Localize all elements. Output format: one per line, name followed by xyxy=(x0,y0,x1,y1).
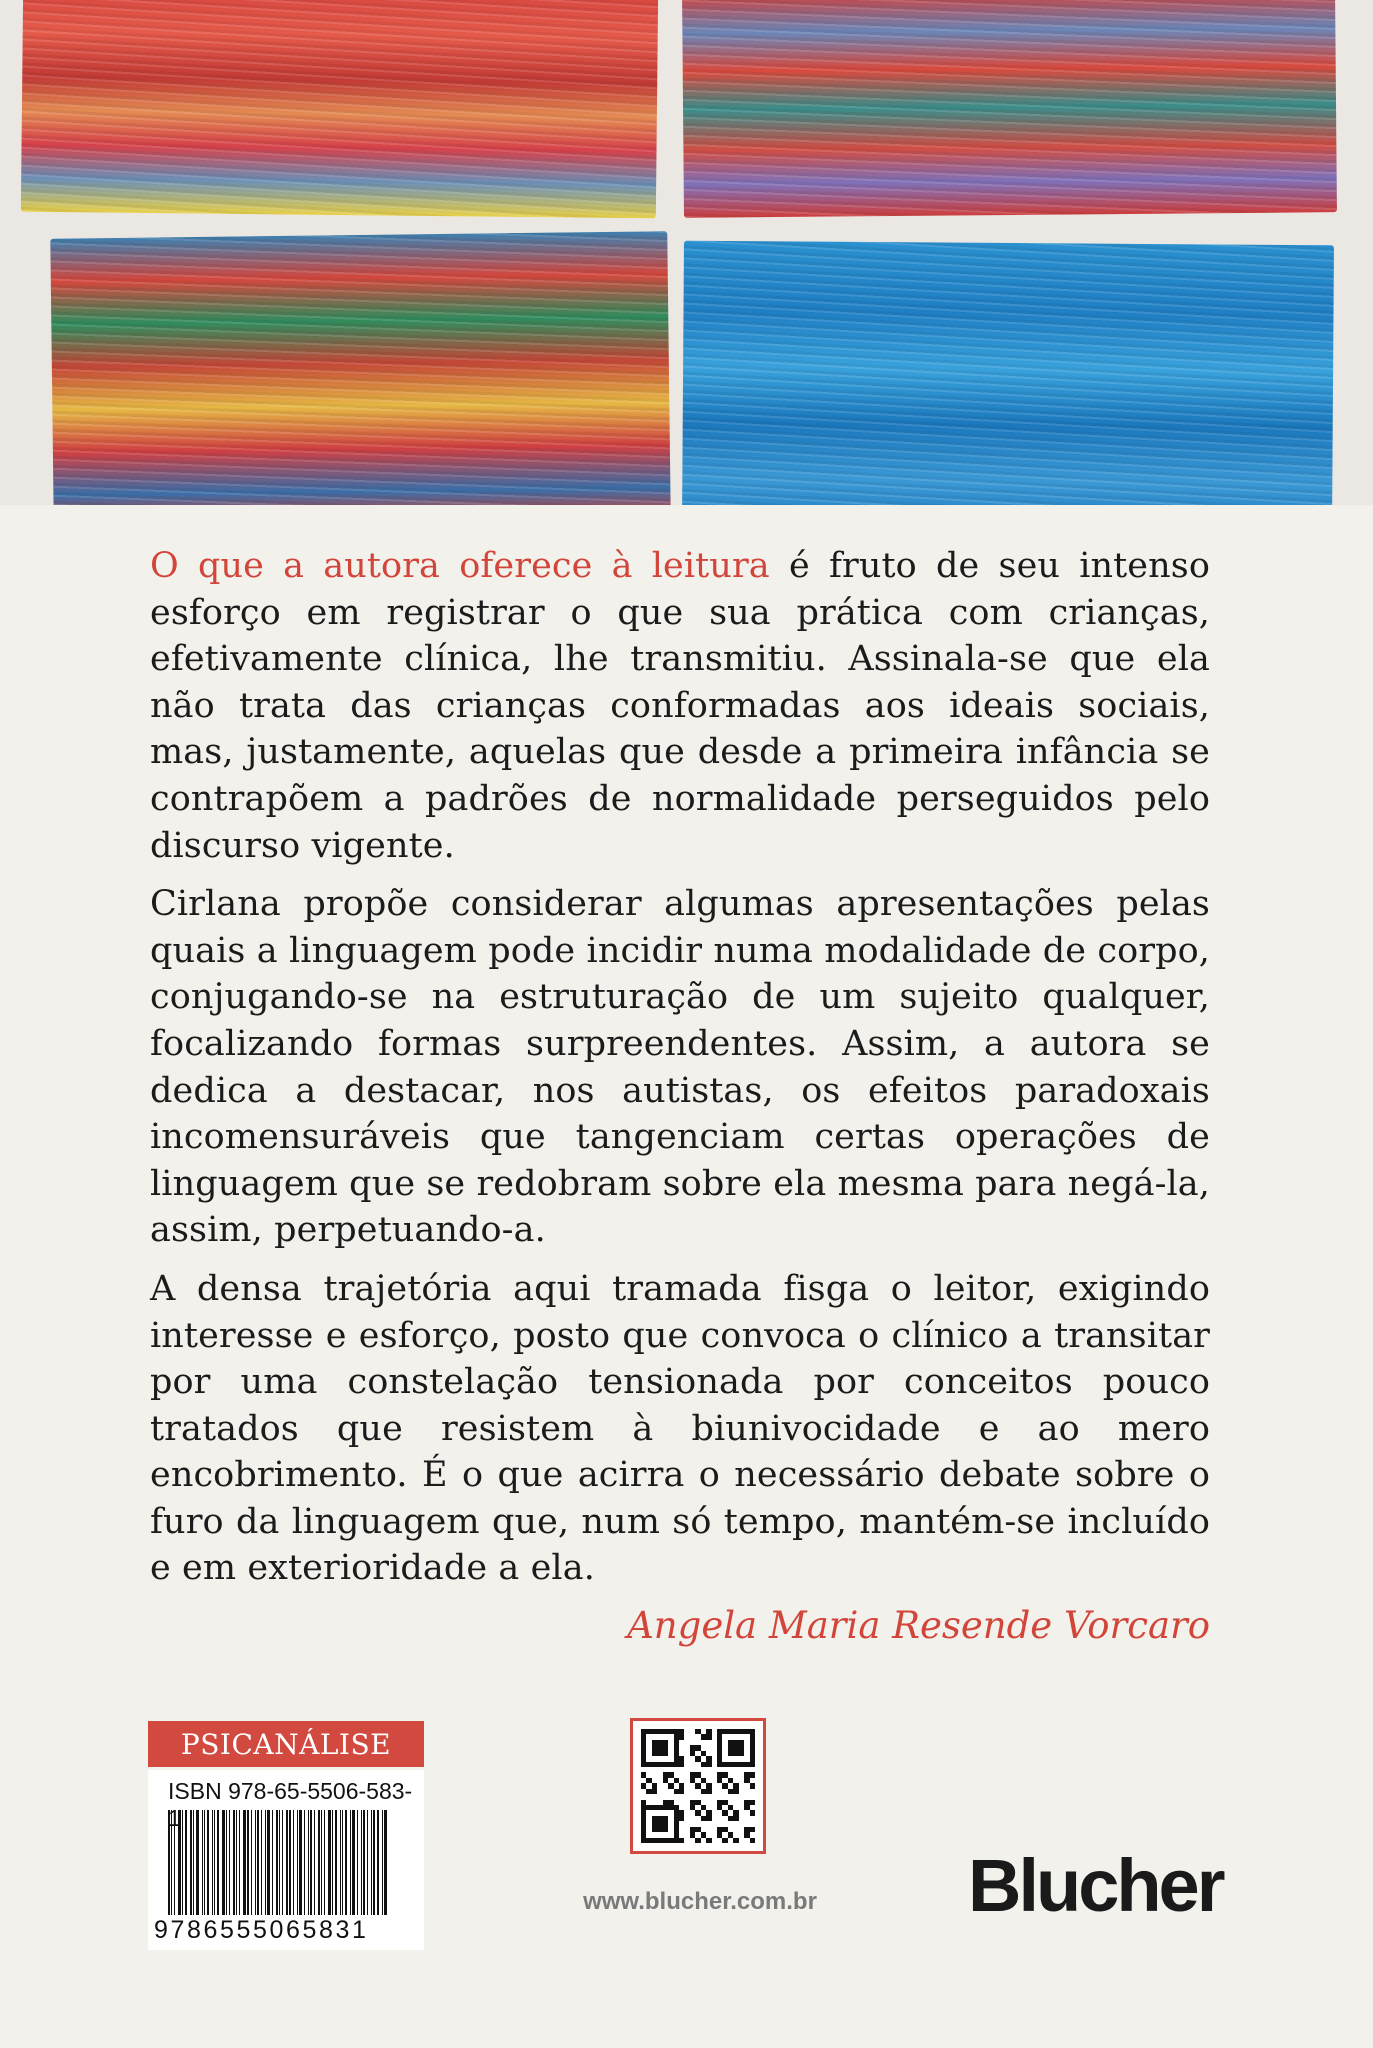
barcode-bar xyxy=(272,1810,273,1915)
barcode-bar xyxy=(308,1810,309,1915)
blurb-paragraph-2: Cirlana propõe considerar algumas apresentações pelas quais a linguagem pode incidir numa modalidade de corpo, conjugando-se na estruturação de um sujeito qualquer, focalizando formas surpreendentes. Assim, a autora se dedica a destacar, nos autistas, os efeitos paradoxais incomensuráveis que tangenciam certas operações de linguagem que se redobram sobre ela mesma para negá-la, assim, perpetuando-a. xyxy=(150,884,1210,1251)
barcode-bar xyxy=(340,1810,341,1915)
barcode-bars xyxy=(168,1810,412,1915)
barcode-bar xyxy=(261,1810,262,1915)
barcode-bar xyxy=(304,1810,305,1915)
isbn-barcode xyxy=(148,1770,424,1950)
barcode-bar xyxy=(384,1810,387,1915)
publisher-url[interactable]: www.blucher.com.br xyxy=(583,1888,817,1915)
barcode-bar xyxy=(279,1810,280,1915)
barcode-bar xyxy=(361,1810,362,1915)
blurb-paragraph-3: A densa trajetória aqui tramada fisga o leitor, exigindo interesse e esforço, posto que convoca o clínico a transitar por uma constelação tensionada por conceitos pouco tratados que resistem à biunivocidade e ao mero encobrimento. É o que acirra o necessário debate sobre o furo da linguagem que, num só tempo, mantém-se incluído e em exterioridade a ela. xyxy=(150,1268,1210,1589)
author-signature: Angela Maria Resende Vorcaro xyxy=(627,1604,1210,1647)
qr-code-pattern xyxy=(641,1729,755,1843)
crayon-panel-blue xyxy=(682,241,1334,505)
blurb-paragraph-1-text: é fruto de seu intenso esforço em registrar o que sua prática com crianças, efetivamente clínica, lhe transmitiu. Assinala-se que ela não trata das crianças conformadas aos ideais sociais, mas, justamente, aquelas que desde a primeira infância se contrapõem a padrões de normalidade perseguidos pelo discurso vigente. xyxy=(150,546,1210,866)
barcode-bar xyxy=(229,1810,230,1915)
barcode-bar xyxy=(286,1810,288,1915)
barcode-bar xyxy=(357,1810,358,1915)
barcode-bar xyxy=(226,1810,227,1915)
barcode-bar xyxy=(171,1810,172,1915)
barcode-bar xyxy=(212,1810,213,1915)
barcode-bar xyxy=(310,1810,312,1915)
barcode-bar xyxy=(371,1810,372,1915)
barcode-bar xyxy=(332,1810,333,1915)
barcode-bar xyxy=(352,1810,355,1915)
barcode-bar xyxy=(297,1810,298,1915)
barcode-bar xyxy=(202,1810,203,1915)
barcode-bar xyxy=(328,1810,331,1915)
barcode-bar xyxy=(190,1810,192,1915)
barcode-bar xyxy=(207,1810,209,1915)
barcode-bar xyxy=(247,1810,249,1915)
qr-code[interactable] xyxy=(630,1718,766,1854)
barcode-bar xyxy=(363,1810,365,1915)
barcode-bar xyxy=(324,1810,325,1915)
barcode-bar xyxy=(289,1810,291,1915)
barcode-bar xyxy=(314,1810,315,1915)
barcode-bar xyxy=(196,1810,199,1915)
barcode-bar xyxy=(236,1810,237,1915)
barcode-bar xyxy=(233,1810,235,1915)
blurb-lead: O que a autora oferece à leitura xyxy=(150,546,770,586)
cover-artwork xyxy=(0,0,1373,505)
barcode-bar xyxy=(321,1810,322,1915)
barcode-bar xyxy=(318,1810,320,1915)
barcode-bar xyxy=(350,1810,351,1915)
barcode-bar xyxy=(185,1810,187,1915)
isbn-label: ISBN 978-65-5506-583-1 xyxy=(168,1778,413,1831)
barcode-bar xyxy=(168,1810,170,1915)
barcode-bar xyxy=(178,1810,181,1915)
crayon-panel-red-multicolor xyxy=(682,0,1337,218)
crayon-panel-red xyxy=(21,0,658,218)
barcode-bar xyxy=(293,1810,294,1915)
barcode-bar xyxy=(243,1810,246,1915)
barcode-bar xyxy=(345,1810,347,1915)
category-label: PSICANÁLISE xyxy=(148,1721,424,1767)
barcode-bar xyxy=(265,1810,266,1915)
barcode-bar xyxy=(377,1810,379,1915)
barcode-bar xyxy=(267,1810,270,1915)
barcode-bar xyxy=(373,1810,375,1915)
barcode-bar xyxy=(257,1810,259,1915)
blurb-paragraph-1 xyxy=(150,543,1210,869)
barcode-bar xyxy=(222,1810,225,1915)
barcode-number: 9786555065831 xyxy=(154,1916,369,1944)
crayon-panel-multicolor xyxy=(50,231,670,505)
barcode-bar xyxy=(204,1810,205,1915)
barcode-bar xyxy=(217,1810,219,1915)
barcode-bar xyxy=(251,1810,252,1915)
barcode-bar xyxy=(335,1810,337,1915)
barcode-bar xyxy=(193,1810,194,1915)
barcode-bar xyxy=(282,1810,283,1915)
barcode-bar xyxy=(342,1810,343,1915)
barcode-bar xyxy=(276,1810,278,1915)
barcode-bar xyxy=(182,1810,183,1915)
back-cover-blurb xyxy=(150,543,1210,1604)
barcode-bar xyxy=(214,1810,215,1915)
barcode-bar xyxy=(382,1810,383,1915)
barcode-bar xyxy=(239,1810,240,1915)
barcode-bar xyxy=(255,1810,256,1915)
publisher-logo: Blucher xyxy=(968,1844,1223,1927)
barcode-bar xyxy=(367,1810,368,1915)
barcode-bar xyxy=(174,1810,175,1915)
barcode-bar xyxy=(299,1810,302,1915)
